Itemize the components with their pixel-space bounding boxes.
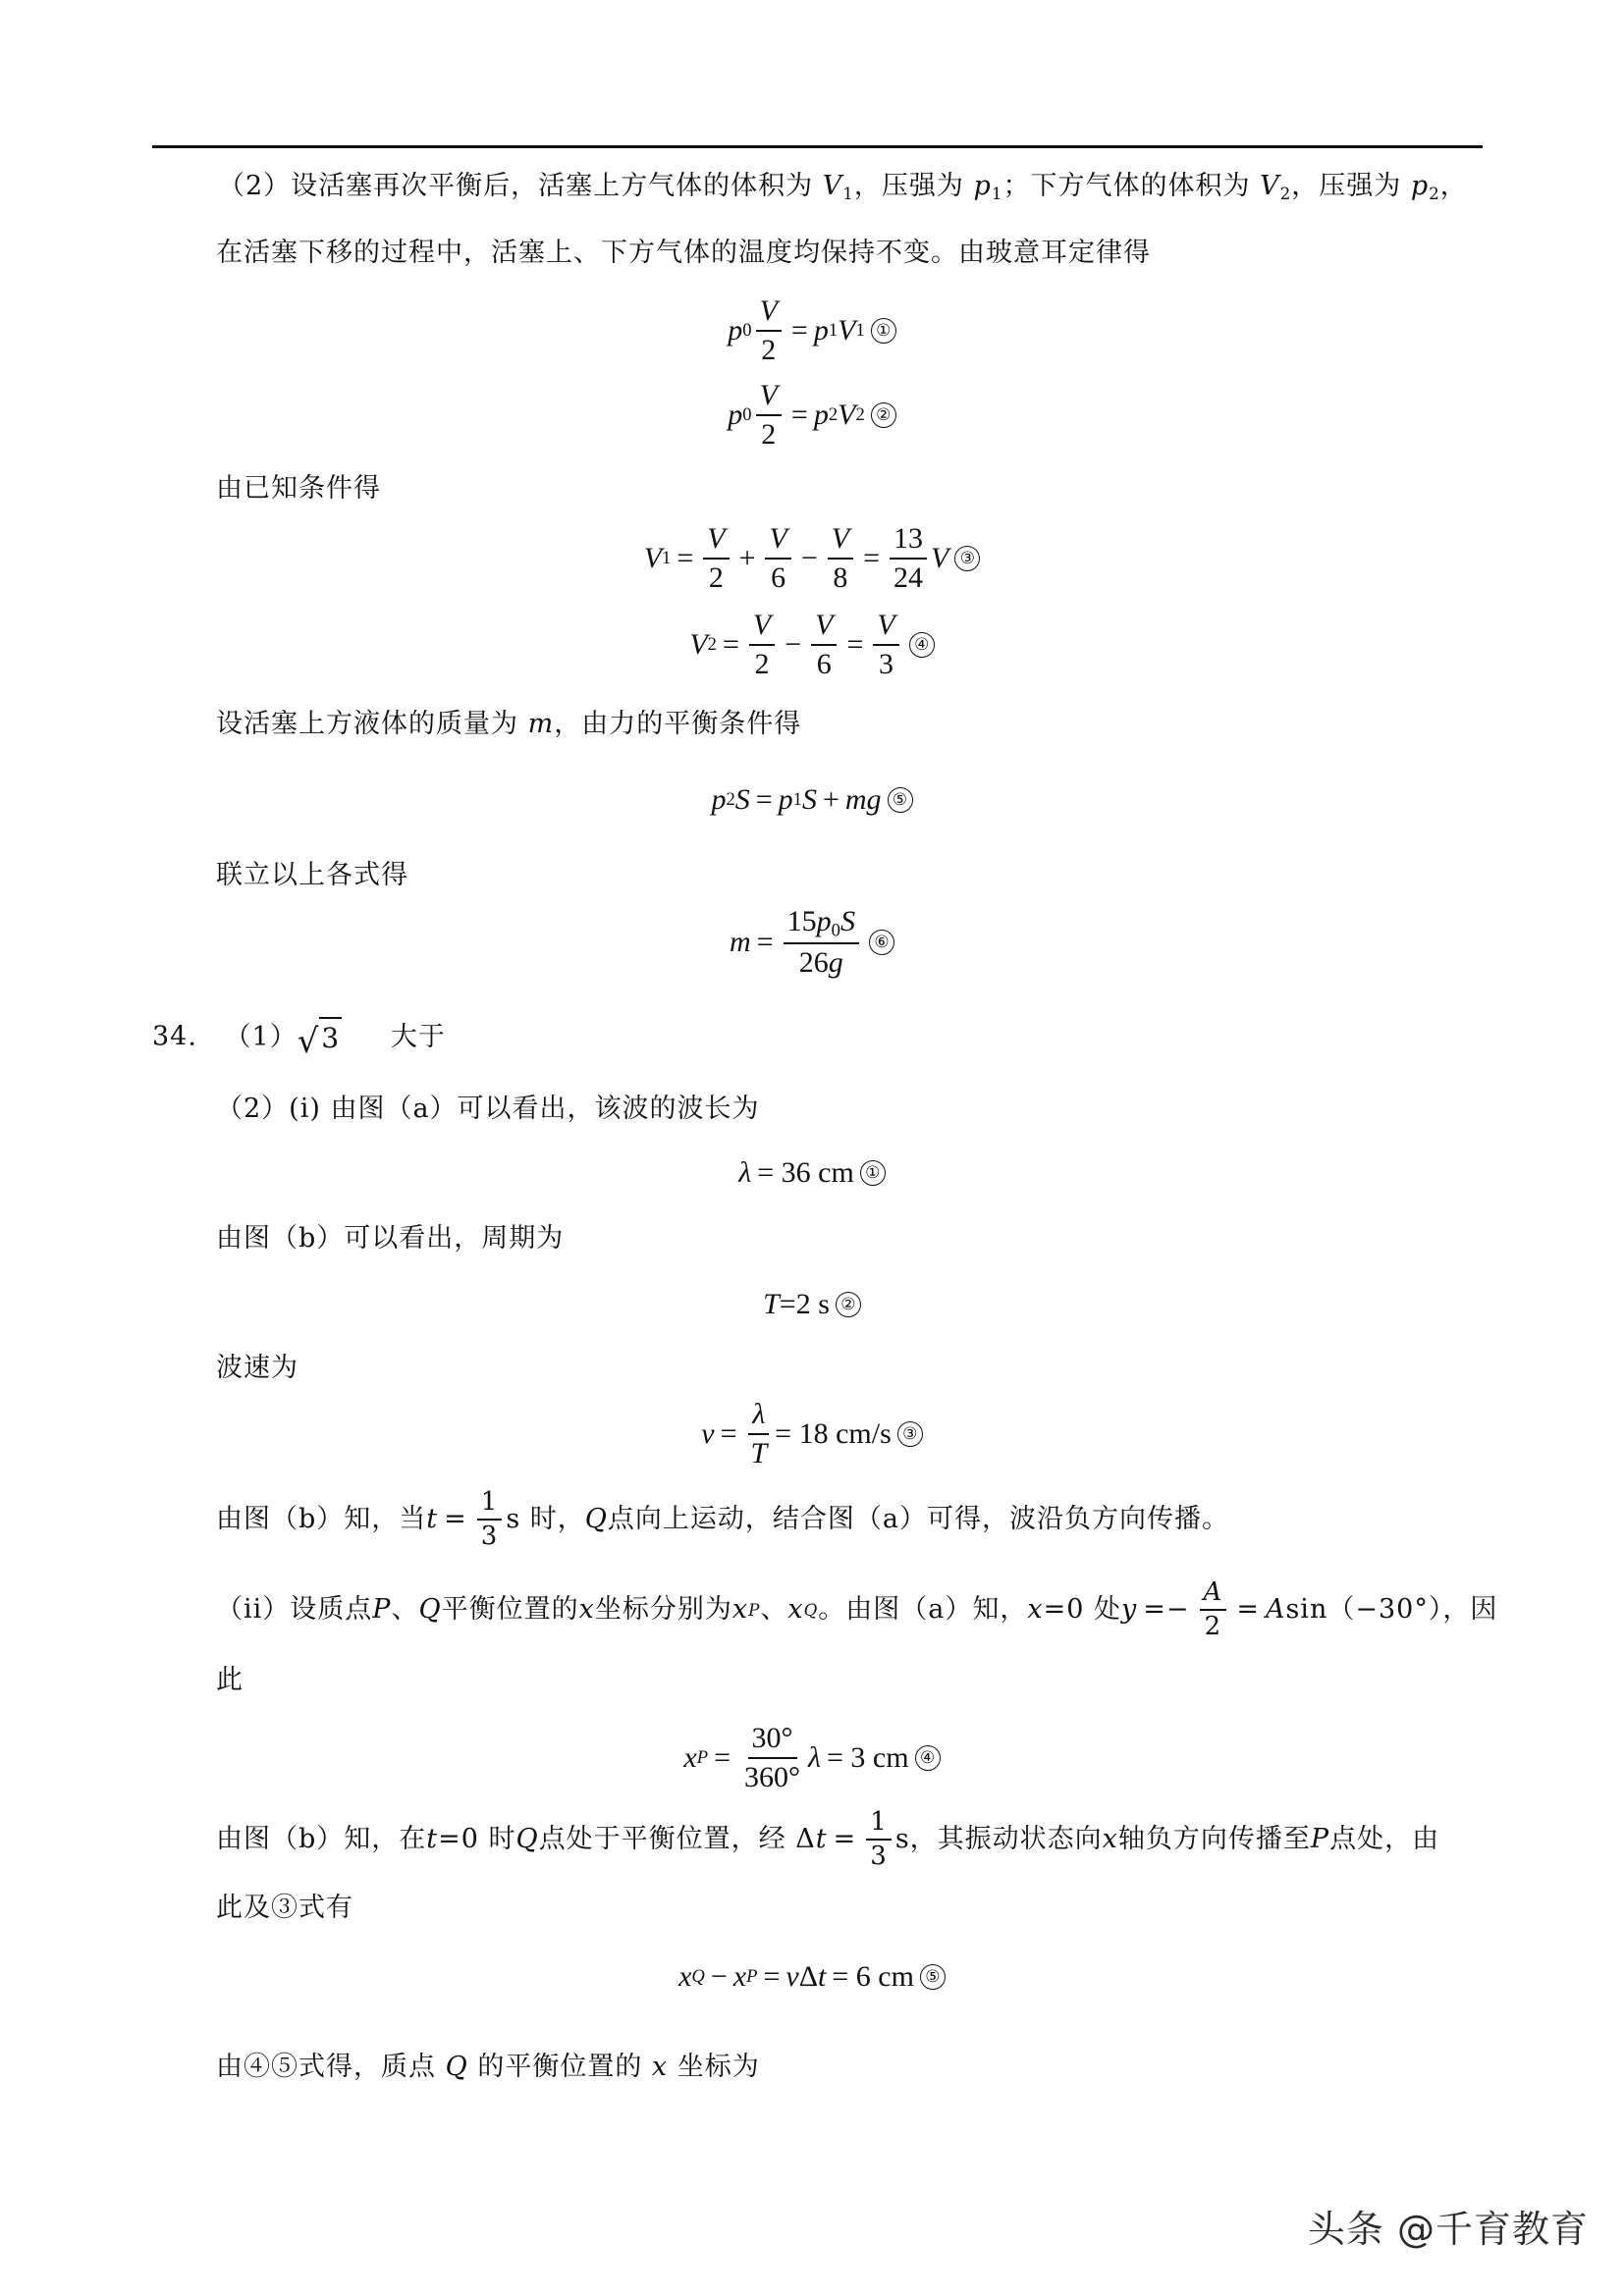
var: x [678, 1960, 692, 1993]
text: 、 [760, 1594, 788, 1625]
den: 2 [761, 333, 777, 366]
sub: 1 [792, 789, 802, 810]
var: S [801, 783, 817, 816]
var: x [1027, 1594, 1044, 1625]
value: = 3 cm [827, 1741, 909, 1774]
sub: 1 [842, 184, 854, 204]
paragraph-10: （ii）设质点 P 、 Q 平衡位置的 x 坐标分别为 x P 、 x Q 。由图（a）知， x =0 处 y =− $\frac{A}{2}$ = A sin（−30°），因 [216, 1576, 1498, 1641]
num: 1 [866, 1808, 892, 1841]
num-coef: 15 [786, 905, 817, 937]
var: Q [445, 2052, 468, 2082]
den: 6 [816, 647, 832, 680]
num: V [811, 609, 837, 646]
var: P [1310, 1824, 1330, 1854]
num: V [765, 522, 790, 560]
paragraph-3: 由已知条件得 [216, 473, 381, 504]
equation-3: V 1 = $\frac{V}{2}$ + $\frac{V}{6}$ − $\frac{V}{8}$ = $\frac{13}{24}$ V ③ [0, 522, 1624, 595]
answer: 大于 [390, 1021, 446, 1052]
equation-number: ② [836, 1292, 861, 1317]
equation-number: ① [860, 1160, 886, 1186]
text: =0 处 [1043, 1594, 1122, 1625]
sub: 0 [742, 320, 752, 341]
text: （1） [224, 1021, 298, 1052]
var: p [1410, 171, 1430, 201]
sub: 1 [855, 320, 865, 341]
text: 由图（b）知，当 [216, 1504, 427, 1534]
paragraph-1 [218, 167, 1468, 213]
paragraph-14 [216, 2048, 760, 2087]
text: ， [1439, 171, 1468, 201]
question-34-part-1 [152, 1017, 446, 1061]
paragraph-2: 在活塞下移的过程中，活塞上、下方气体的温度均保持不变。由玻意耳定律得 [216, 238, 1151, 268]
text: 。由图（a）知， [818, 1594, 1028, 1625]
var: V [643, 542, 663, 574]
var: λ [738, 1156, 752, 1189]
den-coef: 26 [798, 945, 829, 979]
var: m [844, 783, 867, 816]
text: 、 [391, 1594, 419, 1625]
num: V [749, 609, 775, 646]
header-rule [152, 145, 1483, 148]
den: 2 [708, 561, 724, 594]
equation-xp: x P = $\frac{30^\circ}{360^\circ}$ λ = 3 cm ④ [0, 1722, 1624, 1794]
text: （2）设活塞再次平衡后，活塞上方气体的体积为 [218, 171, 823, 201]
num: A [1200, 1578, 1227, 1611]
equation-6: m = $\frac{15p_0S}{26g}$ ⑥ [0, 905, 1624, 980]
sqrt-value: 3 [319, 1017, 342, 1058]
equation-number: ⑤ [888, 787, 913, 813]
text: 设活塞上方液体的质量为 [216, 709, 528, 739]
den: T [750, 1436, 768, 1469]
fraction [756, 379, 782, 452]
fraction [765, 522, 790, 595]
equation-speed: v = $\frac{\lambda}{T}$ = 18 cm/s ③ [0, 1398, 1624, 1470]
var: Q [418, 1594, 442, 1625]
value: = 18 cm/s [775, 1417, 892, 1450]
text: s，其振动状态向 [894, 1824, 1103, 1854]
text: 点向上运动，结合图（a）可得，波沿负方向传播。 [607, 1504, 1230, 1534]
paragraph-8: 波速为 [216, 1353, 298, 1383]
sub: 0 [742, 404, 752, 425]
text: 由④⑤式得，质点 [216, 2052, 446, 2082]
var: x [683, 1741, 697, 1774]
fraction [740, 1722, 804, 1794]
fraction [703, 522, 729, 595]
equation-number: ④ [909, 632, 935, 658]
var: Q [515, 1824, 539, 1854]
equation-1: p 0 $\frac{V}{2}$ = p 1 V 1 ① [0, 294, 1624, 367]
equation-period [0, 1282, 1624, 1327]
paragraph-5: 联立以上各式得 [216, 860, 408, 890]
sub: Q [691, 1966, 705, 1987]
paragraph-11: 此 [216, 1665, 244, 1695]
num: 30° [748, 1722, 797, 1759]
sqrt: √ 3 [298, 1017, 343, 1058]
fraction [890, 522, 927, 595]
text: 由图（b）知，在 [216, 1824, 427, 1854]
var: x [578, 1594, 595, 1625]
text: 坐标为 [668, 2052, 760, 2082]
den: 6 [771, 561, 786, 594]
sub: 2 [726, 789, 735, 810]
equation-xq: x Q − x P = v Δ t = 6 cm ⑤ [0, 1953, 1624, 2001]
var: g [828, 945, 843, 979]
fraction [828, 522, 853, 595]
paragraph-12: 由图（b）知，在 t =0 时 Q 点处于平衡位置，经 Δ t = $\frac{1}{3}$ s，其振动状态向 x 轴负方向传播至 P 点处，由 [216, 1806, 1440, 1871]
text: ，由力的平衡条件得 [554, 709, 802, 739]
var: t [818, 1960, 827, 1993]
sub: 1 [828, 320, 839, 341]
var: v [785, 1960, 799, 1993]
text: sin（−30°），因 [1285, 1594, 1498, 1625]
equation-number: ⑥ [869, 930, 894, 955]
text: =0 时 [438, 1824, 516, 1854]
var: x [732, 1960, 747, 1993]
sub: 2 [1279, 184, 1292, 204]
fraction [866, 1808, 892, 1872]
fraction [746, 1398, 771, 1470]
num: V [703, 522, 729, 560]
den: 3 [879, 647, 894, 680]
var: A [1265, 1594, 1286, 1625]
text: （ii）设质点 [216, 1594, 373, 1625]
num: 13 [890, 522, 927, 560]
den: 24 [893, 561, 923, 594]
den [795, 944, 847, 981]
var: p [813, 314, 829, 347]
text: 点处于平衡位置，经 Δ [538, 1824, 816, 1854]
den: 360° [744, 1760, 801, 1793]
equation-number: ③ [954, 546, 980, 571]
sub: 2 [707, 634, 717, 655]
sub: 2 [828, 404, 839, 425]
text: 轴负方向传播至 [1117, 1824, 1311, 1854]
equation-number: ④ [915, 1745, 941, 1771]
var: T [763, 1288, 780, 1320]
var: v [701, 1417, 715, 1450]
text: 平衡位置的 [441, 1594, 579, 1625]
var: S [734, 783, 750, 816]
paragraph-9: 由图（b）知，当 t = $\frac{1}{3}$ s 时， Q 点向上运动，结合图（a）可得，波沿负方向传播。 [216, 1486, 1230, 1551]
var: P [372, 1594, 392, 1625]
var: p [728, 314, 743, 347]
equation-2: p 0 $\frac{V}{2}$ = p 2 V 2 ② [0, 379, 1624, 452]
var: V [1260, 171, 1280, 201]
sub: 1 [662, 548, 672, 568]
den: 8 [833, 561, 848, 594]
fraction [477, 1488, 503, 1552]
var: x [787, 1594, 804, 1625]
sub: Q [803, 1600, 819, 1620]
var: x [651, 2052, 669, 2082]
var: t [426, 1824, 439, 1854]
text: s 时， [506, 1504, 585, 1534]
equation-number: ⑤ [920, 1964, 946, 1990]
var: t [426, 1504, 439, 1534]
value: = 36 cm [757, 1156, 854, 1189]
var: g [866, 783, 882, 816]
text: ，压强为 [853, 171, 974, 201]
num [784, 905, 859, 944]
var: V [930, 542, 949, 574]
var: S [839, 905, 855, 937]
fraction [1200, 1578, 1227, 1642]
text: 坐标分别为 [594, 1594, 732, 1625]
var: V [822, 171, 843, 201]
num: V [828, 522, 853, 560]
sub: P [696, 1747, 709, 1768]
fraction [756, 294, 782, 367]
var: p [973, 171, 992, 201]
num: V [873, 609, 898, 646]
var: V [838, 399, 856, 431]
paragraph-4 [216, 705, 801, 744]
var: p [711, 783, 727, 816]
var: p [778, 783, 793, 816]
equation-number: ② [871, 402, 896, 428]
den: 2 [1204, 1611, 1222, 1641]
sub: P [746, 1966, 758, 1987]
var: p [728, 399, 743, 431]
equation-number: ① [871, 318, 896, 344]
equation-4: V 2 = $\frac{V}{2}$ − $\frac{V}{6}$ = $\frac{V}{3}$ ④ [0, 609, 1624, 681]
sub: 2 [855, 404, 865, 425]
var: t [815, 1824, 828, 1854]
var: V [838, 314, 856, 347]
var: Q [584, 1504, 608, 1534]
var: λ [808, 1741, 822, 1774]
sub: 2 [1429, 184, 1440, 204]
sub: 0 [831, 920, 840, 941]
sub: P [748, 1600, 761, 1620]
var: p [816, 905, 832, 937]
var: V [689, 628, 708, 661]
fraction [749, 609, 775, 681]
var: m [730, 926, 751, 959]
sub: 1 [991, 184, 1003, 204]
equation-lambda [0, 1150, 1624, 1196]
equation-5: p 2 S = p 1 S + m g ⑤ [0, 777, 1624, 823]
paragraph-13: 此及③式有 [216, 1893, 353, 1923]
den: 2 [754, 647, 770, 680]
var: m [527, 709, 555, 739]
var: x [731, 1594, 749, 1625]
paragraph-6: （2）(i) 由图（a）可以看出，该波的波长为 [216, 1094, 760, 1124]
text: ；下方气体的体积为 [1002, 171, 1261, 201]
text: 的平衡位置的 [467, 2052, 652, 2082]
text: 点处，由 [1329, 1824, 1440, 1854]
paragraph-7: 由图（b）可以看出，周期为 [216, 1223, 565, 1254]
fraction [873, 609, 898, 681]
fraction [784, 905, 859, 980]
fraction [811, 609, 837, 681]
watermark: 头条 @千育教育 [1307, 2208, 1589, 2251]
num: V [756, 379, 782, 416]
value: = 6 cm [832, 1960, 914, 1993]
num: V [756, 294, 782, 332]
question-number: 34. [152, 1021, 197, 1052]
value: =2 s [779, 1288, 830, 1320]
den: 3 [480, 1521, 499, 1551]
var: y [1121, 1594, 1138, 1625]
text: ，压强为 [1291, 171, 1411, 201]
var: p [813, 399, 829, 431]
var: x [1102, 1824, 1118, 1854]
num: 1 [477, 1488, 503, 1521]
num: λ [748, 1398, 769, 1435]
den: 3 [870, 1841, 888, 1871]
den: 2 [761, 417, 777, 451]
equation-number: ③ [897, 1421, 923, 1447]
